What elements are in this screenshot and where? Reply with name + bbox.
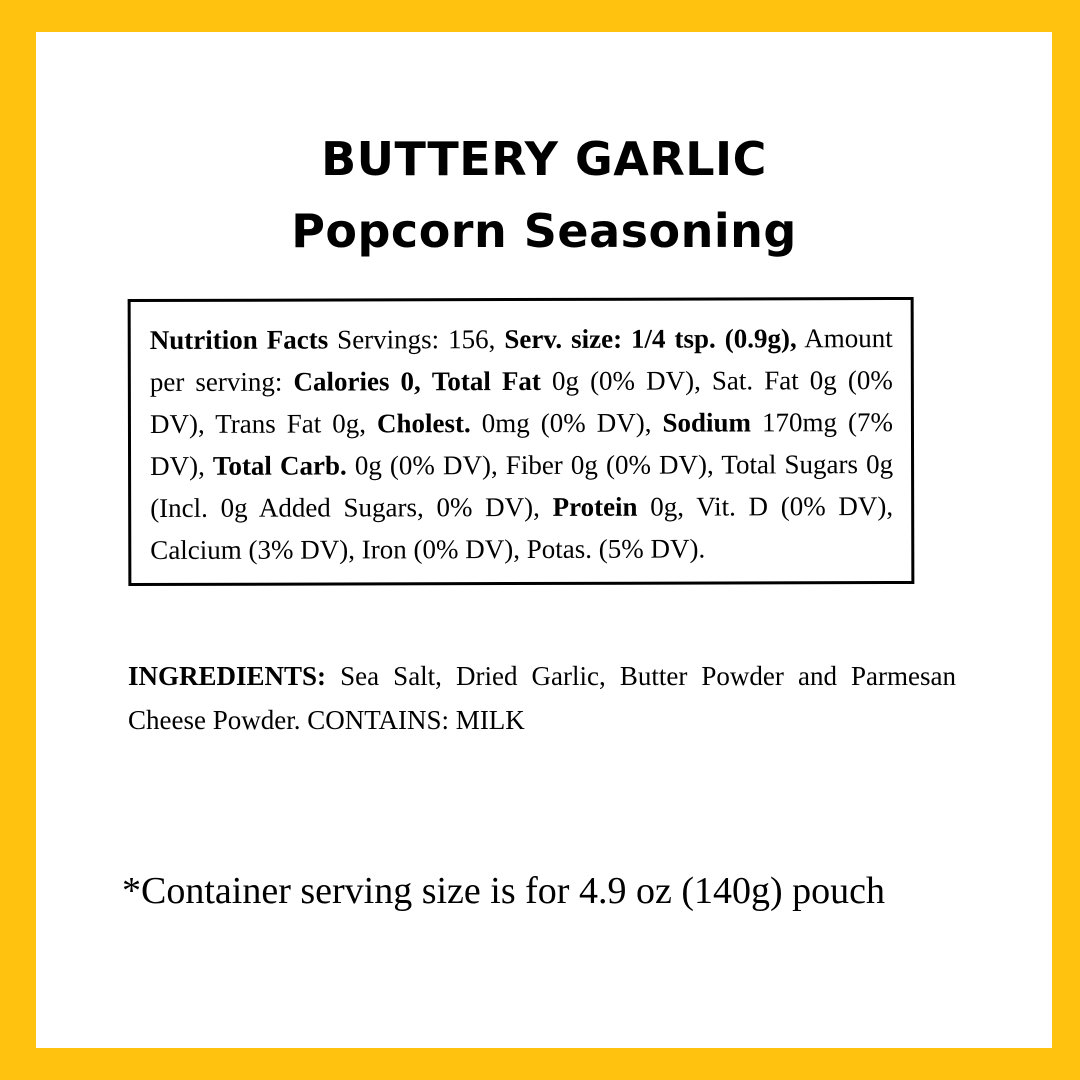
servings-text: Servings: 156, <box>328 324 505 355</box>
total-carb-value: 0g (0% DV), Fiber 0g (0% DV), Total Sugars 0g (Incl. 0g Added Sugars, 0% DV), <box>150 449 894 523</box>
nutrition-facts-box <box>128 297 915 586</box>
total-fat-label: Total Fat <box>431 365 541 397</box>
amount-per-serving: Amount per serving: <box>149 323 893 397</box>
protein-label: Protein <box>552 491 638 522</box>
spacer <box>421 366 432 396</box>
total-carb-label: Total Carb. <box>212 450 347 481</box>
cholesterol-value: 0mg (0% DV), <box>470 407 663 439</box>
sodium-label: Sodium <box>662 407 752 438</box>
total-fat-value: 0g (0% DV), Sat. Fat 0g (0% DV), Trans Fat 0g, <box>149 365 893 439</box>
product-title: BUTTERY GARLIC <box>321 132 767 186</box>
container-footnote: *Container serving size is for 4.9 oz (140g) pouch <box>122 870 885 912</box>
calories: Calories 0, <box>293 366 421 397</box>
ingredients-text: Sea Salt, Dried Garlic, Butter Powder and Parmesan Cheese Powder. CONTAINS: MILK <box>128 661 956 735</box>
protein-value: 0g, Vit. D (0% DV), Calcium (3% DV), Iron (0% DV), Potas. (5% DV). <box>150 491 894 565</box>
nutrition-facts-label: Nutrition Facts <box>149 324 329 355</box>
sodium-value: 170mg (7% DV), <box>150 407 894 481</box>
product-subtitle: Popcorn Seasoning <box>291 204 797 258</box>
ingredients-section <box>128 654 956 742</box>
cholesterol-label: Cholest. <box>376 408 471 439</box>
label-card <box>36 32 1052 1048</box>
serving-size: Serv. size: 1/4 tsp. (0.9g), <box>504 323 797 355</box>
ingredients-label: INGREDIENTS: <box>128 661 327 691</box>
